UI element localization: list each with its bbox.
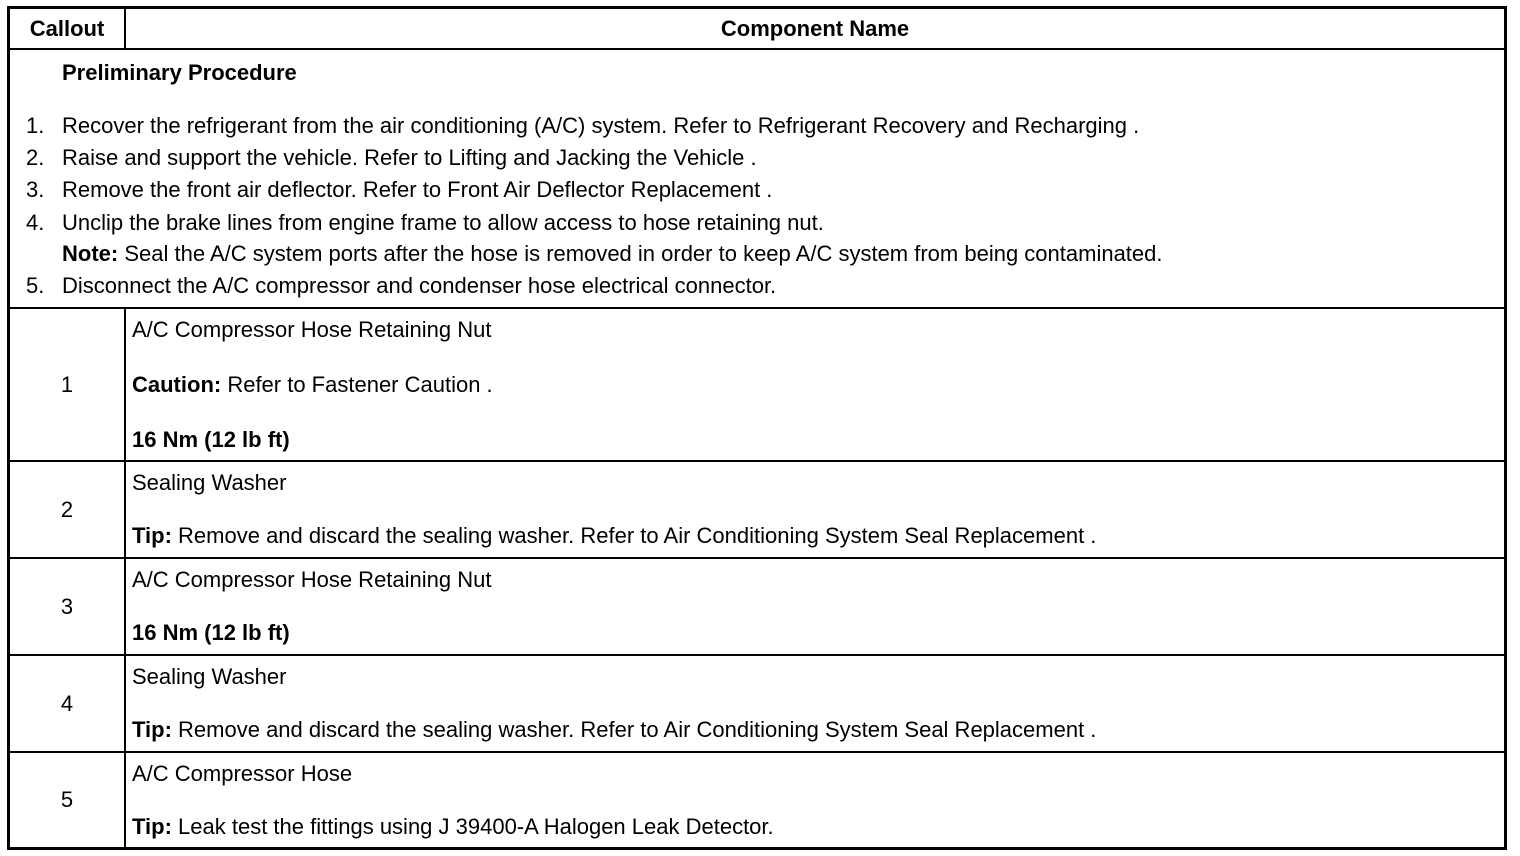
component-cell xyxy=(126,462,1504,557)
note-label: Note: xyxy=(62,241,119,266)
component-name: A/C Compressor Hose Retaining Nut xyxy=(132,567,492,592)
table-header-row xyxy=(10,9,1504,50)
preliminary-procedure xyxy=(10,50,1504,309)
tip-text: Remove and discard the sealing washer. Refer to Air Conditioning System Seal Replacement . xyxy=(171,523,1097,548)
callout-number: 4 xyxy=(10,656,126,751)
step-text: Disconnect the A/C compressor and condenser hose electrical connector. xyxy=(62,273,777,298)
callout-number: 3 xyxy=(10,559,126,654)
torque-spec: 16 Nm (12 lb ft) xyxy=(132,620,290,645)
caution-label: Caution: xyxy=(132,372,222,397)
preliminary-title: Preliminary Procedure xyxy=(62,60,297,85)
step-number: 2. xyxy=(26,145,45,170)
tip-text: Leak test the fittings using J 39400-A Halogen Leak Detector. xyxy=(171,814,774,839)
step-text: Remove the front air deflector. Refer to Front Air Deflector Replacement . xyxy=(62,177,773,202)
callout-number: 1 xyxy=(10,309,126,460)
caution-text: Refer to Fastener Caution . xyxy=(221,372,493,397)
header-component-name: Component Name xyxy=(720,15,910,41)
step-text: Raise and support the vehicle. Refer to Lifting and Jacking the Vehicle . xyxy=(62,145,757,170)
procedure-table xyxy=(7,6,1507,850)
component-cell xyxy=(126,656,1504,751)
table-row xyxy=(10,753,1504,847)
header-callout: Callout xyxy=(10,9,126,48)
tip-label: Tip: xyxy=(132,814,172,839)
step-text: Recover the refrigerant from the air conditioning (A/C) system. Refer to Refrigerant Recovery and Recharging . xyxy=(62,113,1140,138)
component-name: Sealing Washer xyxy=(132,664,287,689)
tip-line xyxy=(132,523,1504,549)
step-note xyxy=(62,241,1163,267)
table-row xyxy=(10,462,1504,559)
component-cell xyxy=(126,753,1504,847)
torque-spec: 16 Nm (12 lb ft) xyxy=(132,427,290,452)
note-text: Seal the A/C system ports after the hose is removed in order to keep A/C system from being contaminated. xyxy=(118,241,1163,266)
component-cell xyxy=(126,559,1504,654)
caution-line xyxy=(132,372,1504,398)
step-number: 5. xyxy=(26,273,45,298)
step-number: 1. xyxy=(26,113,45,138)
component-cell xyxy=(126,309,1504,460)
component-name: A/C Compressor Hose Retaining Nut xyxy=(132,317,492,342)
step-number: 4. xyxy=(26,210,45,235)
table-row xyxy=(10,559,1504,656)
table-row xyxy=(10,309,1504,462)
table-row xyxy=(10,656,1504,753)
callout-number: 2 xyxy=(10,462,126,557)
tip-label: Tip: xyxy=(132,523,172,548)
component-name: Sealing Washer xyxy=(132,470,287,495)
tip-text: Remove and discard the sealing washer. Refer to Air Conditioning System Seal Replacement . xyxy=(171,717,1097,742)
step-number: 3. xyxy=(26,177,45,202)
tip-line xyxy=(132,717,1504,743)
tip-line xyxy=(132,814,1504,840)
step-text: Unclip the brake lines from engine frame to allow access to hose retaining nut. xyxy=(62,210,824,235)
component-name: A/C Compressor Hose xyxy=(132,761,353,786)
callout-number: 5 xyxy=(10,753,126,847)
tip-label: Tip: xyxy=(132,717,172,742)
